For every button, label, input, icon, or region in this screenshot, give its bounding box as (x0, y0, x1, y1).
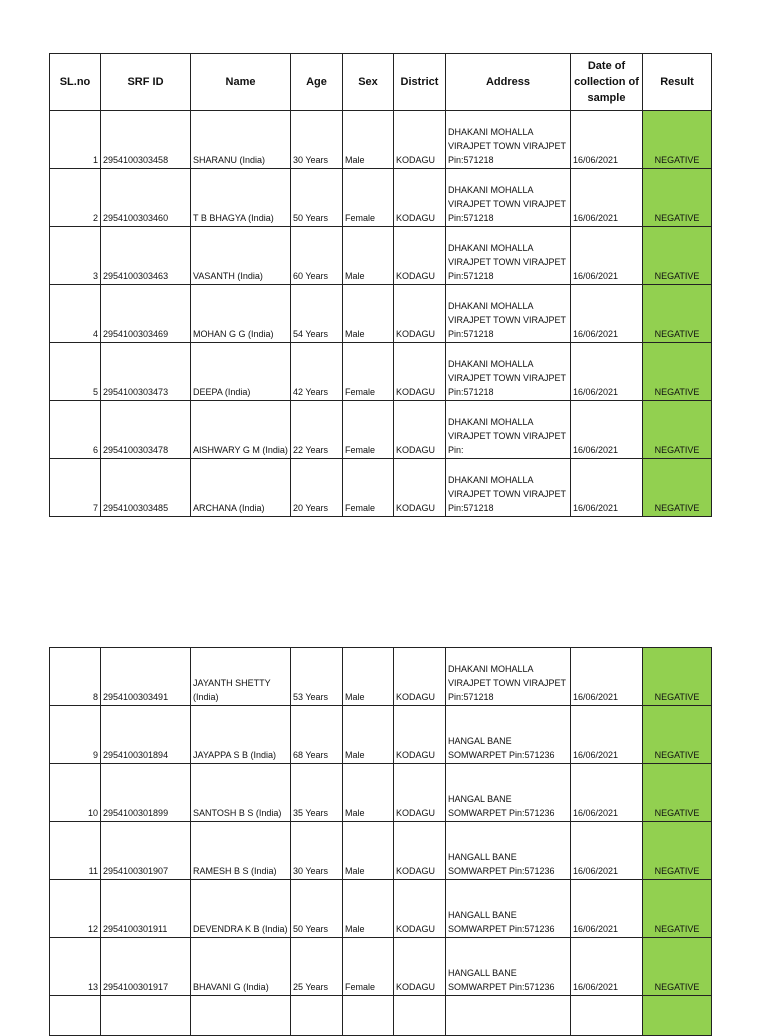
cell-address: HANGALL BANE SOMWARPET Pin:571236 (446, 880, 571, 938)
cell-address: HANGALL BANE SOMWARPET Pin:571236 (446, 822, 571, 880)
cell-result: NEGATIVE (643, 938, 712, 996)
header-district: District (394, 54, 446, 111)
cell-sex: Male (343, 648, 394, 706)
cell-result: NEGATIVE (643, 285, 712, 343)
cell-srf: 2954100301911 (101, 880, 191, 938)
cell-date: 16/06/2021 (571, 343, 643, 401)
cell-sl: 6 (50, 401, 101, 459)
results-table-page-1 (49, 53, 712, 517)
header-result: Result (643, 54, 712, 111)
cell-name: SANTOSH B S (India) (191, 764, 291, 822)
header-row (50, 54, 712, 111)
cell-sl: 11 (50, 822, 101, 880)
cell-sl: 3 (50, 227, 101, 285)
cell-sl: 5 (50, 343, 101, 401)
table-row (50, 706, 712, 764)
cell-sl: 2 (50, 169, 101, 227)
cell-date: 16/06/2021 (571, 706, 643, 764)
cell-srf: 2954100303458 (101, 111, 191, 169)
cell-age: 50 Years (291, 169, 343, 227)
cell-srf: 2954100301894 (101, 706, 191, 764)
table-row (50, 111, 712, 169)
cell-name: MOHAN G G (India) (191, 285, 291, 343)
cell-age: 60 Years (291, 227, 343, 285)
cell-result: NEGATIVE (643, 227, 712, 285)
cell-date: 16/06/2021 (571, 401, 643, 459)
cell-district (394, 996, 446, 1036)
cell-address: DHAKANI MOHALLA VIRAJPET TOWN VIRAJPET Pin:571218 (446, 343, 571, 401)
cell-sl: 7 (50, 459, 101, 517)
cell-srf: 2954100303463 (101, 227, 191, 285)
cell-district: KODAGU (394, 822, 446, 880)
cell-date (571, 996, 643, 1036)
cell-name: SHARANU (India) (191, 111, 291, 169)
table-row-partial (50, 996, 712, 1036)
cell-district: KODAGU (394, 285, 446, 343)
cell-result: NEGATIVE (643, 459, 712, 517)
cell-sex: Female (343, 401, 394, 459)
cell-result: NEGATIVE (643, 111, 712, 169)
table-row (50, 169, 712, 227)
table-row (50, 764, 712, 822)
header-age: Age (291, 54, 343, 111)
table-row (50, 285, 712, 343)
cell-date: 16/06/2021 (571, 764, 643, 822)
cell-age: 53 Years (291, 648, 343, 706)
cell-address: DHAKANI MOHALLA VIRAJPET TOWN VIRAJPET Pin: (446, 401, 571, 459)
table-row (50, 648, 712, 706)
cell-address (446, 996, 571, 1036)
cell-sl: 8 (50, 648, 101, 706)
cell-district: KODAGU (394, 227, 446, 285)
header-sex: Sex (343, 54, 394, 111)
cell-district: KODAGU (394, 111, 446, 169)
cell-date: 16/06/2021 (571, 822, 643, 880)
table-row (50, 343, 712, 401)
cell-age: 68 Years (291, 706, 343, 764)
table-row (50, 227, 712, 285)
cell-address: HANGAL BANE SOMWARPET Pin:571236 (446, 764, 571, 822)
cell-age: 50 Years (291, 880, 343, 938)
cell-sex: Female (343, 459, 394, 517)
cell-date: 16/06/2021 (571, 111, 643, 169)
cell-srf (101, 996, 191, 1036)
cell-sex: Male (343, 285, 394, 343)
cell-address: HANGAL BANE SOMWARPET Pin:571236 (446, 706, 571, 764)
cell-sl: 10 (50, 764, 101, 822)
cell-sex: Male (343, 706, 394, 764)
cell-name: RAMESH B S (India) (191, 822, 291, 880)
cell-district: KODAGU (394, 764, 446, 822)
cell-name: T B BHAGYA (India) (191, 169, 291, 227)
cell-address: DHAKANI MOHALLA VIRAJPET TOWN VIRAJPET Pin:571218 (446, 227, 571, 285)
table-row (50, 822, 712, 880)
cell-sex: Male (343, 111, 394, 169)
cell-sl: 9 (50, 706, 101, 764)
cell-name: JAYANTH SHETTY (India) (191, 648, 291, 706)
cell-sex: Male (343, 227, 394, 285)
cell-srf: 2954100303491 (101, 648, 191, 706)
cell-result: NEGATIVE (643, 822, 712, 880)
cell-sex (343, 996, 394, 1036)
cell-sl: 4 (50, 285, 101, 343)
cell-district: KODAGU (394, 938, 446, 996)
cell-sl (50, 996, 101, 1036)
cell-date: 16/06/2021 (571, 880, 643, 938)
cell-age: 20 Years (291, 459, 343, 517)
header-srf: SRF ID (101, 54, 191, 111)
table-row (50, 459, 712, 517)
cell-district: KODAGU (394, 169, 446, 227)
cell-address: DHAKANI MOHALLA VIRAJPET TOWN VIRAJPET Pin:571218 (446, 285, 571, 343)
cell-name: DEVENDRA K B (India) (191, 880, 291, 938)
cell-district: KODAGU (394, 459, 446, 517)
cell-address: DHAKANI MOHALLA VIRAJPET TOWN VIRAJPET Pin:571218 (446, 459, 571, 517)
cell-district: KODAGU (394, 401, 446, 459)
cell-age: 30 Years (291, 822, 343, 880)
cell-sex: Female (343, 938, 394, 996)
cell-sl: 13 (50, 938, 101, 996)
cell-result: NEGATIVE (643, 401, 712, 459)
cell-srf: 2954100301907 (101, 822, 191, 880)
cell-address: HANGALL BANE SOMWARPET Pin:571236 (446, 938, 571, 996)
cell-district: KODAGU (394, 880, 446, 938)
cell-date: 16/06/2021 (571, 648, 643, 706)
cell-result: NEGATIVE (643, 706, 712, 764)
cell-district: KODAGU (394, 648, 446, 706)
cell-sex: Male (343, 822, 394, 880)
header-address: Address (446, 54, 571, 111)
cell-name: ARCHANA (India) (191, 459, 291, 517)
cell-address: DHAKANI MOHALLA VIRAJPET TOWN VIRAJPET Pin:571218 (446, 169, 571, 227)
cell-name: JAYAPPA S B (India) (191, 706, 291, 764)
cell-srf: 2954100303460 (101, 169, 191, 227)
cell-date: 16/06/2021 (571, 285, 643, 343)
header-name: Name (191, 54, 291, 111)
cell-srf: 2954100303473 (101, 343, 191, 401)
cell-result: NEGATIVE (643, 880, 712, 938)
cell-result (643, 996, 712, 1036)
cell-district: KODAGU (394, 706, 446, 764)
cell-srf: 2954100303485 (101, 459, 191, 517)
table-row (50, 401, 712, 459)
cell-sl: 12 (50, 880, 101, 938)
cell-name: AISHWARY G M (India) (191, 401, 291, 459)
cell-address: DHAKANI MOHALLA VIRAJPET TOWN VIRAJPET Pin:571218 (446, 111, 571, 169)
header-date: Date of collection of sample (571, 54, 643, 111)
table-row (50, 938, 712, 996)
cell-age: 54 Years (291, 285, 343, 343)
cell-srf: 2954100303469 (101, 285, 191, 343)
cell-age: 25 Years (291, 938, 343, 996)
cell-result: NEGATIVE (643, 648, 712, 706)
cell-srf: 2954100301917 (101, 938, 191, 996)
cell-srf: 2954100301899 (101, 764, 191, 822)
cell-sex: Male (343, 764, 394, 822)
cell-result: NEGATIVE (643, 764, 712, 822)
cell-sex: Male (343, 880, 394, 938)
cell-date: 16/06/2021 (571, 938, 643, 996)
cell-name (191, 996, 291, 1036)
cell-name: BHAVANI G (India) (191, 938, 291, 996)
cell-sex: Female (343, 169, 394, 227)
cell-age: 42 Years (291, 343, 343, 401)
cell-age: 35 Years (291, 764, 343, 822)
table-row (50, 880, 712, 938)
cell-date: 16/06/2021 (571, 227, 643, 285)
results-table-page-2 (49, 647, 712, 1036)
cell-address: DHAKANI MOHALLA VIRAJPET TOWN VIRAJPET Pin:571218 (446, 648, 571, 706)
header-sl: SL.no (50, 54, 101, 111)
cell-sl: 1 (50, 111, 101, 169)
cell-srf: 2954100303478 (101, 401, 191, 459)
cell-result: NEGATIVE (643, 343, 712, 401)
cell-age (291, 996, 343, 1036)
cell-sex: Female (343, 343, 394, 401)
cell-district: KODAGU (394, 343, 446, 401)
cell-age: 22 Years (291, 401, 343, 459)
cell-date: 16/06/2021 (571, 459, 643, 517)
cell-age: 30 Years (291, 111, 343, 169)
cell-name: DEEPA (India) (191, 343, 291, 401)
cell-name: VASANTH (India) (191, 227, 291, 285)
cell-date: 16/06/2021 (571, 169, 643, 227)
cell-result: NEGATIVE (643, 169, 712, 227)
